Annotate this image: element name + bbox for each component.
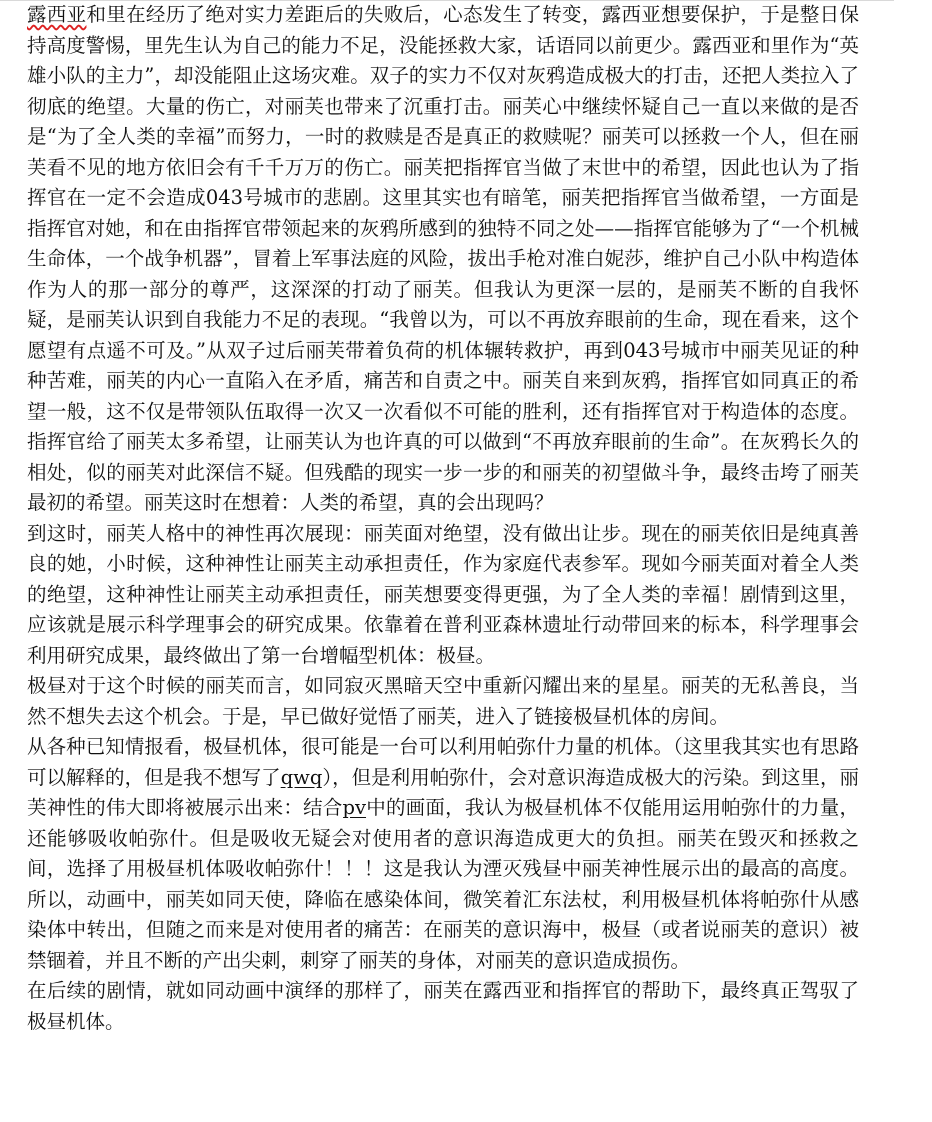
paragraph-1	[27, 0, 859, 519]
paragraph-text: 极昼对于这个时候的丽芙而言，如同寂灭黑暗天空中重新闪耀出来的星星。丽芙的无私善良，当然不想失去这个机会。于是，早已做好觉悟了丽芙，进入了链接极昼机体的房间。	[27, 674, 859, 728]
underlined-word-qwq: qwq	[280, 765, 323, 789]
paragraph-text: 中的画面，我认为极昼机体不仅能用运用帕弥什的力量，还能够吸收帕弥什。但是吸收无疑会对使用者的意识海造成更大的负担。丽芙在毁灭和拯救之间，选择了用极昼机体吸收帕弥什！！！这是我认为湮灭残昼中丽芙神性展示出的最高的高度。所以，动画中，丽芙如同天使，降临在感染体间，微笑着汇东法杖，利用极昼机体将帕弥什从感染体中转出，但随之而来是对使用者的痛苦：在丽芙的意识海中，极昼（或者说丽芙的意识）被禁锢着，并且不断的产出尖刺，刺穿了丽芙的身体，对丽芙的意识造成损伤。	[27, 796, 859, 972]
paragraph-5	[27, 976, 859, 1037]
paragraph-4	[27, 732, 859, 976]
paragraph-text: 到这时，丽芙人格中的神性再次展现：丽芙面对绝望，没有做出让步。现在的丽芙依旧是纯真善良的她，小时候，这种神性让丽芙主动承担责任，作为家庭代表参军。现如今丽芙面对着全人类的绝望，这种神性让丽芙主动承担责任，丽芙想要变得更强，为了全人类的幸福！剧情到这里，应该就是展示科学理事会的研究成果。依靠着在普利亚森林遗址行动带回来的标本，科学理事会利用研究成果，最终做出了第一台增幅型机体：极昼。	[27, 521, 859, 667]
document-body	[27, 0, 859, 1037]
paragraph-2	[27, 519, 859, 672]
paragraph-text: 在后续的剧情，就如同动画中演绎的那样了，丽芙在露西亚和指挥官的帮助下，最终真正驾驭了极昼机体。	[27, 979, 859, 1033]
spellcheck-flagged-word: 露西亚	[27, 3, 87, 26]
underlined-word-pv: pv	[342, 796, 367, 819]
paragraph-text: 从各种已知情报看，极昼机体，很可能是一台可以利用帕弥什力量的机体。（这里我其实也有思路可以解释的，但是我不想写了	[27, 735, 859, 789]
paragraph-text: ），但是利用帕弥什，会对意识海造成极大的污染。到这里，丽芙神性的伟大即将被展示出来：结合	[27, 765, 859, 819]
paragraph-3	[27, 671, 859, 732]
paragraph-text: 和里在经历了绝对实力差距后的失败后，心态发生了转变，露西亚想要保护，于是整日保持高度警惕，里先生认为自己的能力不足，没能拯救大家，话语同以前更少。露西亚和里作为“英雄小队的主力”，却没能阻止这场灾难。双子的实力不仅对灰鸦造成极大的打击，还把人类拉入了彻底的绝望。大量的伤亡，对丽芙也带来了沉重打击。丽芙心中继续怀疑自己一直以来做的是否是“为了全人类的幸福”而努力，一时的救赎是否是真正的救赎呢？丽芙可以拯救一个人，但在丽芙看不见的地方依旧会有千千万万的伤亡。丽芙把指挥官当做了末世中的希望，因此也认为了指挥官在一定不会造成043号城市的悲剧。这里其实也有暗笔，丽芙把指挥官当做希望，一方面是指挥官对她，和在由指挥官带领起来的灰鸦所感到的独特不同之处——指挥官能够为了“一个机械生命体，一个战争机器”，冒着上军事法庭的风险，拔出手枪对准白妮莎，维护自己小队中构造体作为人的那一部分的尊严，这深深的打动了丽芙。但我认为更深一层的，是丽芙不断的自我怀疑，是丽芙认识到自我能力不足的表现。“我曾以为，可以不再放弃眼前的生命，现在看来，这个愿望有点遥不可及。”从双子过后丽芙带着负荷的机体辗转救护，再到043号城市中丽芙见证的种种苦难，丽芙的内心一直陷入在矛盾，痛苦和自责之中。丽芙自来到灰鸦，指挥官如同真正的希望一般，这不仅是带领队伍取得一次又一次看似不可能的胜利，还有指挥官对于构造体的态度。指挥官给了丽芙太多希望，让丽芙认为也许真的可以做到“不再放弃眼前的生命”。在灰鸦长久的相处，似的丽芙对此深信不疑。但残酷的现实一步一步的和丽芙的初望做斗争，最终击垮了丽芙最初的希望。丽芙这时在想着：人类的希望，真的会出现吗？	[27, 3, 859, 514]
